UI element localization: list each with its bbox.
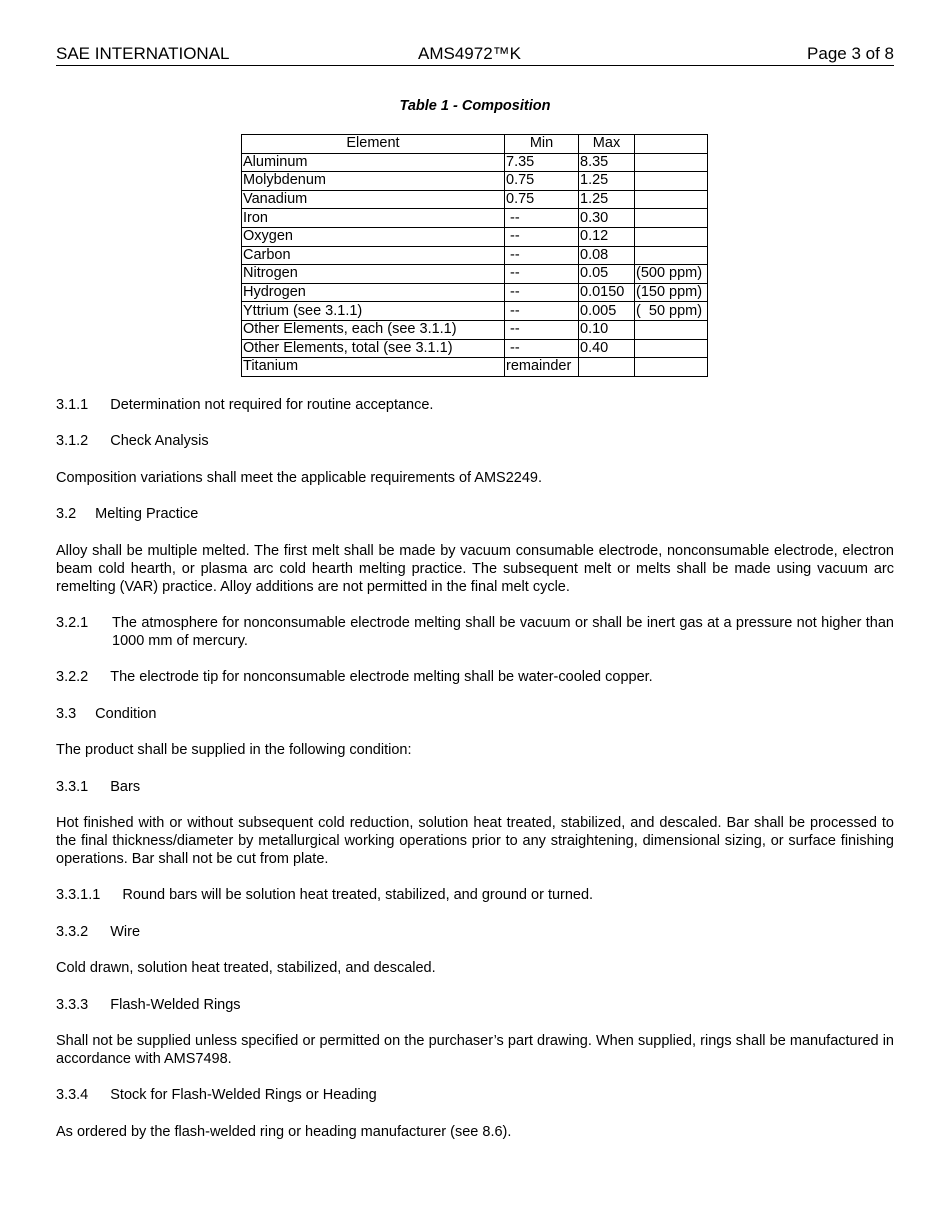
element-cell: Aluminum bbox=[242, 153, 505, 172]
paragraph-flash-welded-rings: Shall not be supplied unless specified or permitted on the purchaser’s part drawing. When supplied, rings shall be manufactured in accordance with AMS7498. bbox=[56, 1033, 894, 1067]
ppm-cell bbox=[635, 153, 708, 172]
min-cell: -- bbox=[505, 302, 579, 321]
element-cell: Yttrium (see 3.1.1) bbox=[242, 302, 505, 321]
max-cell: 0.0150 bbox=[579, 283, 635, 302]
min-cell: -- bbox=[505, 227, 579, 246]
element-cell: Other Elements, total (see 3.1.1) bbox=[242, 339, 505, 358]
table-row bbox=[242, 172, 708, 191]
section-number: 3.3.4 bbox=[56, 1087, 89, 1103]
ppm-cell bbox=[635, 227, 708, 246]
max-cell: 0.05 bbox=[579, 265, 635, 284]
composition-table bbox=[241, 134, 708, 377]
max-cell: 0.30 bbox=[579, 209, 635, 228]
ppm-cell bbox=[635, 209, 708, 228]
section-number: 3.3.2 bbox=[56, 924, 89, 940]
ppm-cell: (500 ppm) bbox=[635, 265, 708, 284]
max-cell: 8.35 bbox=[579, 153, 635, 172]
section-number: 3.3 bbox=[56, 706, 77, 722]
section-number: 3.3.1.1 bbox=[56, 887, 101, 903]
section-3-3-2-heading bbox=[56, 923, 894, 941]
table-row bbox=[242, 358, 708, 377]
section-text: Round bars will be solution heat treated, stabilized, and ground or turned. bbox=[122, 887, 594, 903]
min-cell: 7.35 bbox=[505, 153, 579, 172]
table-row bbox=[242, 265, 708, 284]
section-text: The electrode tip for nonconsumable electrode melting shall be water-cooled copper. bbox=[110, 669, 653, 685]
table-row bbox=[242, 320, 708, 339]
table-row bbox=[242, 339, 708, 358]
paragraph-bars: Hot finished with or without subsequent cold reduction, solution heat treated, stabilized, and descaled. Bar shall be processed to the final thickness/diameter by metallurgical working operations prior to any straightening, dimensional sizing, or surface finishing operations. Bar shall not be cut from plate. bbox=[56, 815, 894, 867]
section-3-3-3-heading bbox=[56, 996, 894, 1014]
table-row bbox=[242, 190, 708, 209]
table-row bbox=[242, 209, 708, 228]
section-3-1-1 bbox=[56, 396, 894, 414]
table-caption: Table 1 - Composition bbox=[399, 98, 551, 114]
section-title: Melting Practice bbox=[95, 506, 199, 522]
ppm-cell bbox=[635, 339, 708, 358]
page-header bbox=[56, 44, 894, 66]
element-cell: Carbon bbox=[242, 246, 505, 265]
section-title: Bars bbox=[110, 779, 141, 795]
paragraph-melting-practice: Alloy shall be multiple melted. The first melt shall be made by vacuum consumable electrode, nonconsumable electrode, electron beam cold hearth, or plasma arc cold hearth melting practice. The subsequent melt or melts shall be made using vacuum arc remelting (VAR) practice. Alloy additions are not permitted in the final melt cycle. bbox=[56, 543, 894, 595]
min-cell: 0.75 bbox=[505, 172, 579, 191]
table-header-row bbox=[242, 135, 708, 154]
section-3-2-heading bbox=[56, 505, 894, 523]
column-header-max: Max bbox=[579, 135, 635, 154]
element-cell: Nitrogen bbox=[242, 265, 505, 284]
ppm-cell bbox=[635, 190, 708, 209]
max-cell: 1.25 bbox=[579, 190, 635, 209]
element-cell: Vanadium bbox=[242, 190, 505, 209]
min-cell: -- bbox=[505, 246, 579, 265]
ppm-cell: ( 50 ppm) bbox=[635, 302, 708, 321]
max-cell: 0.10 bbox=[579, 320, 635, 339]
table-row bbox=[242, 283, 708, 302]
min-cell: remainder bbox=[505, 358, 579, 377]
paragraph-stock: As ordered by the flash-welded ring or heading manufacturer (see 8.6). bbox=[56, 1124, 512, 1140]
element-cell: Titanium bbox=[242, 358, 505, 377]
paragraph-wire: Cold drawn, solution heat treated, stabilized, and descaled. bbox=[56, 960, 436, 976]
min-cell: -- bbox=[505, 283, 579, 302]
ppm-cell bbox=[635, 320, 708, 339]
section-number: 3.3.3 bbox=[56, 997, 89, 1013]
table-row bbox=[242, 246, 708, 265]
element-cell: Oxygen bbox=[242, 227, 505, 246]
min-cell: -- bbox=[505, 339, 579, 358]
min-cell: 0.75 bbox=[505, 190, 579, 209]
max-cell: 1.25 bbox=[579, 172, 635, 191]
ppm-cell bbox=[635, 358, 708, 377]
section-number: 3.2.2 bbox=[56, 669, 89, 685]
element-cell: Other Elements, each (see 3.1.1) bbox=[242, 320, 505, 339]
element-cell: Molybdenum bbox=[242, 172, 505, 191]
min-cell: -- bbox=[505, 320, 579, 339]
section-3-1-2-heading bbox=[56, 432, 894, 450]
section-3-3-heading bbox=[56, 705, 894, 723]
section-3-3-1-1 bbox=[56, 886, 894, 904]
header-page-number: Page 3 of 8 bbox=[807, 44, 894, 63]
table-row bbox=[242, 302, 708, 321]
section-title: Stock for Flash-Welded Rings or Heading bbox=[110, 1087, 377, 1103]
section-number: 3.2 bbox=[56, 506, 77, 522]
table-row bbox=[242, 153, 708, 172]
section-3-3-1-heading bbox=[56, 778, 894, 796]
paragraph-condition: The product shall be supplied in the following condition: bbox=[56, 742, 412, 758]
ppm-cell bbox=[635, 172, 708, 191]
section-title: Flash-Welded Rings bbox=[110, 997, 241, 1013]
max-cell: 0.08 bbox=[579, 246, 635, 265]
ppm-cell: (150 ppm) bbox=[635, 283, 708, 302]
section-number: 3.1.1 bbox=[56, 397, 89, 413]
header-organization: SAE INTERNATIONAL bbox=[56, 44, 230, 63]
column-header-ppm bbox=[635, 135, 708, 154]
max-cell: 0.40 bbox=[579, 339, 635, 358]
section-number: 3.3.1 bbox=[56, 779, 89, 795]
section-3-3-4-heading bbox=[56, 1086, 894, 1104]
section-text: Determination not required for routine acceptance. bbox=[110, 397, 434, 413]
table-row bbox=[242, 227, 708, 246]
max-cell bbox=[579, 358, 635, 377]
header-document-number: AMS4972™K bbox=[418, 44, 521, 63]
max-cell: 0.005 bbox=[579, 302, 635, 321]
ppm-cell bbox=[635, 246, 708, 265]
element-cell: Hydrogen bbox=[242, 283, 505, 302]
column-header-element: Element bbox=[242, 135, 505, 154]
section-title: Check Analysis bbox=[110, 433, 209, 449]
max-cell: 0.12 bbox=[579, 227, 635, 246]
min-cell: -- bbox=[505, 265, 579, 284]
min-cell: -- bbox=[505, 209, 579, 228]
element-cell: Iron bbox=[242, 209, 505, 228]
paragraph-check-analysis: Composition variations shall meet the applicable requirements of AMS2249. bbox=[56, 470, 543, 486]
section-number: 3.1.2 bbox=[56, 433, 89, 449]
section-title: Condition bbox=[95, 706, 157, 722]
column-header-min: Min bbox=[505, 135, 579, 154]
section-3-2-1-number: 3.2.1 bbox=[56, 615, 89, 631]
section-3-2-1-text: The atmosphere for nonconsumable electrode melting shall be vacuum or shall be inert gas at a pressure not higher than 1000 mm of mercury. bbox=[112, 615, 894, 649]
section-title: Wire bbox=[110, 924, 141, 940]
section-3-2-2 bbox=[56, 668, 894, 686]
